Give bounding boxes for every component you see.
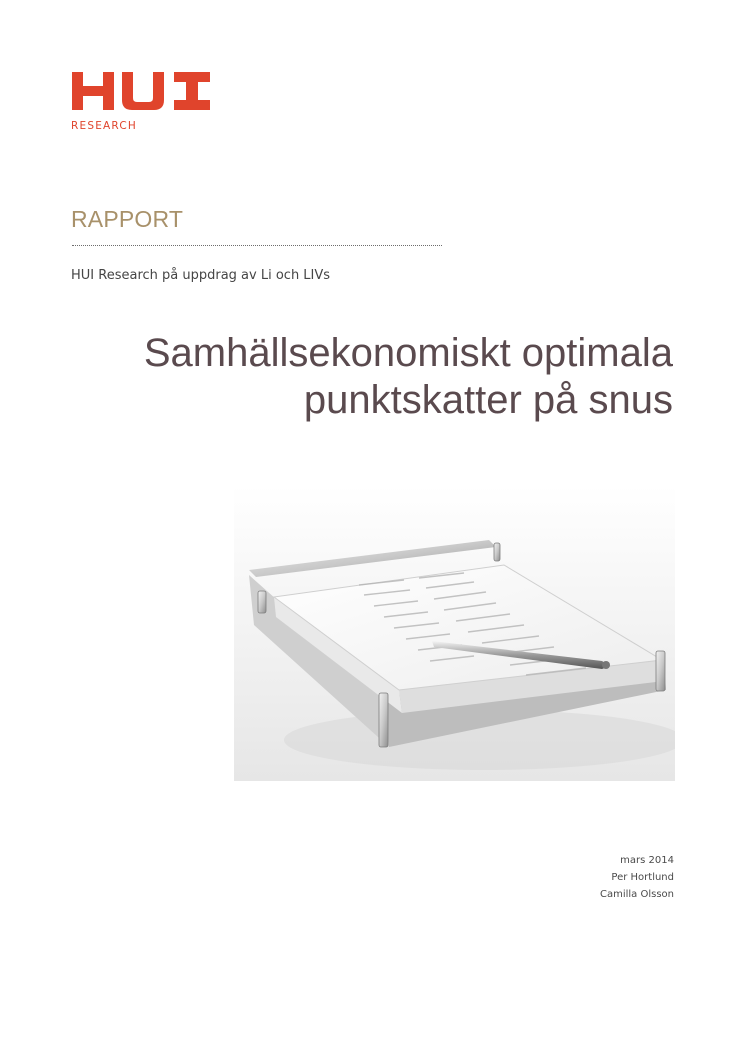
author-2: Camilla Olsson [599, 889, 674, 900]
report-date: mars 2014 [620, 855, 674, 866]
title-line-2: punktskatter på snus [303, 378, 673, 422]
report-meta [600, 852, 674, 903]
hui-research-logo [70, 68, 220, 140]
document-type-label: RAPPORT [71, 206, 184, 232]
client-line: HUI Research på uppdrag av Li och LIVs [71, 268, 331, 283]
report-title [53, 330, 673, 424]
cover-photo [234, 485, 675, 781]
dotted-divider [72, 245, 442, 246]
hui-logo-mark [70, 68, 212, 114]
logo-subtitle: RESEARCH [71, 120, 138, 132]
title-line-1: Samhällsekonomiskt optimala [143, 331, 673, 375]
document-tray-illustration [234, 485, 675, 781]
author-1: Per Hortlund [611, 872, 674, 883]
